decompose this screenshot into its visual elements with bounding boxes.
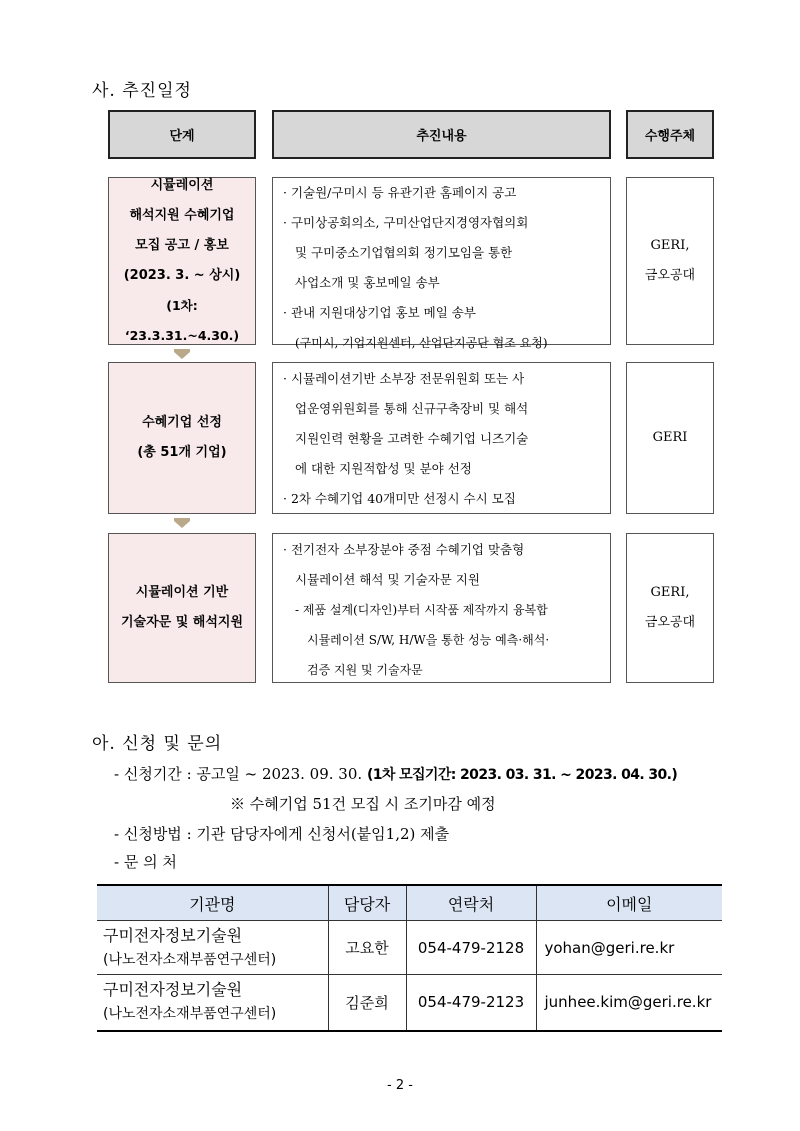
section-title-application: 아. 신청 및 문의 <box>92 734 223 754</box>
content-line: (구미시, 기업지원센터, 산업단지공단 협조 요청) <box>295 336 548 350</box>
org-subunit: (나노전자소재부품연구센터) <box>103 1006 277 1023</box>
content-line: 및 구미중소기업협의회 정기모임을 통한 <box>295 245 513 260</box>
owner-cell-recruit <box>626 177 714 345</box>
application-period-label: - 신청기간 : 공고일 ~ 2023. 09. 30. <box>114 765 363 783</box>
contact-label: - 문 의 처 <box>114 853 177 871</box>
stage-line: (총 51개 기업) <box>137 445 227 460</box>
owner-cell-selection <box>626 362 714 514</box>
content-line: 시뮬레이션 해석 및 기술자문 지원 <box>295 572 480 587</box>
stage-cell-selection <box>108 362 256 514</box>
org-name: 구미전자정보기술원 <box>103 980 243 1000</box>
phone-cell: 054-479-2123 <box>406 975 536 1031</box>
stage-line: 시뮬레이션 <box>150 178 214 193</box>
stage-line: (2023. 3. ~ 상시) <box>123 268 241 283</box>
content-line: 에 대한 지원적합성 및 분야 선정 <box>295 461 472 476</box>
content-line: · 전기전자 소부장분야 중점 수혜기업 맞춤형 <box>283 542 525 557</box>
stage-line: 모집 공고 / 홍보 <box>135 238 229 253</box>
content-line: · 2차 수혜기업 40개미만 선정시 수시 모집 <box>283 491 516 506</box>
flow-arrow-icon <box>174 352 190 359</box>
owner-line: GERI, <box>650 238 690 253</box>
stage-line: 수혜기업 선정 <box>142 415 222 430</box>
email-cell[interactable]: junhee.kim@geri.re.kr <box>536 975 722 1031</box>
section-title-schedule: 사. 추진일정 <box>92 81 192 101</box>
header-stage: 단계 <box>108 110 256 159</box>
owner-line: 금오공대 <box>644 268 696 283</box>
application-method: - 신청방법 : 기관 담당자에게 신청서(붙임1,2) 제출 <box>114 825 450 843</box>
content-line: · 기술원/구미시 등 유관기관 홈페이지 공고 <box>283 185 517 200</box>
content-line: 사업소개 및 홍보메일 송부 <box>295 275 440 290</box>
content-cell-selection <box>272 362 611 514</box>
content-line: 검증 지원 및 기술자문 <box>307 663 423 677</box>
content-line: 지원인력 현황을 고려한 수혜기업 니즈기술 <box>295 431 529 446</box>
content-line: · 관내 지원대상기업 홍보 메일 송부 <box>283 305 476 320</box>
content-cell-recruit <box>272 177 611 350</box>
owner-cell-support <box>626 533 714 683</box>
col-header-person: 담당자 <box>328 885 406 921</box>
contact-table <box>97 884 722 1032</box>
content-line: 시뮬레이션 S/W, H/W을 통한 성능 예측·해석· <box>307 633 550 647</box>
application-period-first-round: (1차 모집기간: 2023. 03. 31. ~ 2023. 04. 30.) <box>366 767 678 783</box>
org-cell <box>97 975 328 1031</box>
owner-line: GERI, <box>650 585 690 600</box>
col-header-email: 이메일 <box>536 885 722 921</box>
email-cell[interactable]: yohan@geri.re.kr <box>536 921 722 975</box>
owner-line: 금오공대 <box>644 615 696 630</box>
flow-arrow-icon <box>174 521 190 528</box>
owner-line: GERI <box>652 430 688 445</box>
application-period <box>114 763 677 784</box>
org-cell <box>97 921 328 975</box>
stage-line: 기술자문 및 해석지원 <box>120 615 244 630</box>
org-subunit: (나노전자소재부품연구센터) <box>103 951 277 968</box>
col-header-org: 기관명 <box>97 885 328 921</box>
stage-line: 해석지원 수혜기업 <box>129 208 235 223</box>
stage-line: (1차: ‘23.3.31.~4.30.) <box>124 298 240 343</box>
content-line: · 시뮬레이션기반 소부장 전문위원회 또는 사 <box>283 371 525 386</box>
table-row <box>97 975 722 1031</box>
early-close-note: ※ 수혜기업 51건 모집 시 조기마감 예정 <box>230 795 496 813</box>
header-owner: 수행주체 <box>626 110 714 159</box>
stage-cell-recruit <box>108 177 256 345</box>
table-row <box>97 921 722 975</box>
col-header-phone: 연락처 <box>406 885 536 921</box>
org-name: 구미전자정보기술원 <box>103 925 243 945</box>
page-number: - 2 - <box>387 1078 413 1093</box>
contact-header-row <box>97 885 722 921</box>
content-line: · 구미상공회의소, 구미산업단지경영자협의회 <box>283 215 529 230</box>
header-content: 추진내용 <box>272 110 611 159</box>
stage-line: 시뮬레이션 기반 <box>135 585 229 600</box>
stage-cell-support <box>108 533 256 683</box>
content-line: 업운영위원회를 통해 신규구축장비 및 해석 <box>295 401 529 416</box>
content-line: - 제품 설계(디자인)부터 시작품 제작까지 융복합 <box>295 603 548 617</box>
person-cell: 김준희 <box>328 975 406 1031</box>
content-cell-support <box>272 533 611 683</box>
phone-cell: 054-479-2128 <box>406 921 536 975</box>
person-cell: 고요한 <box>328 921 406 975</box>
